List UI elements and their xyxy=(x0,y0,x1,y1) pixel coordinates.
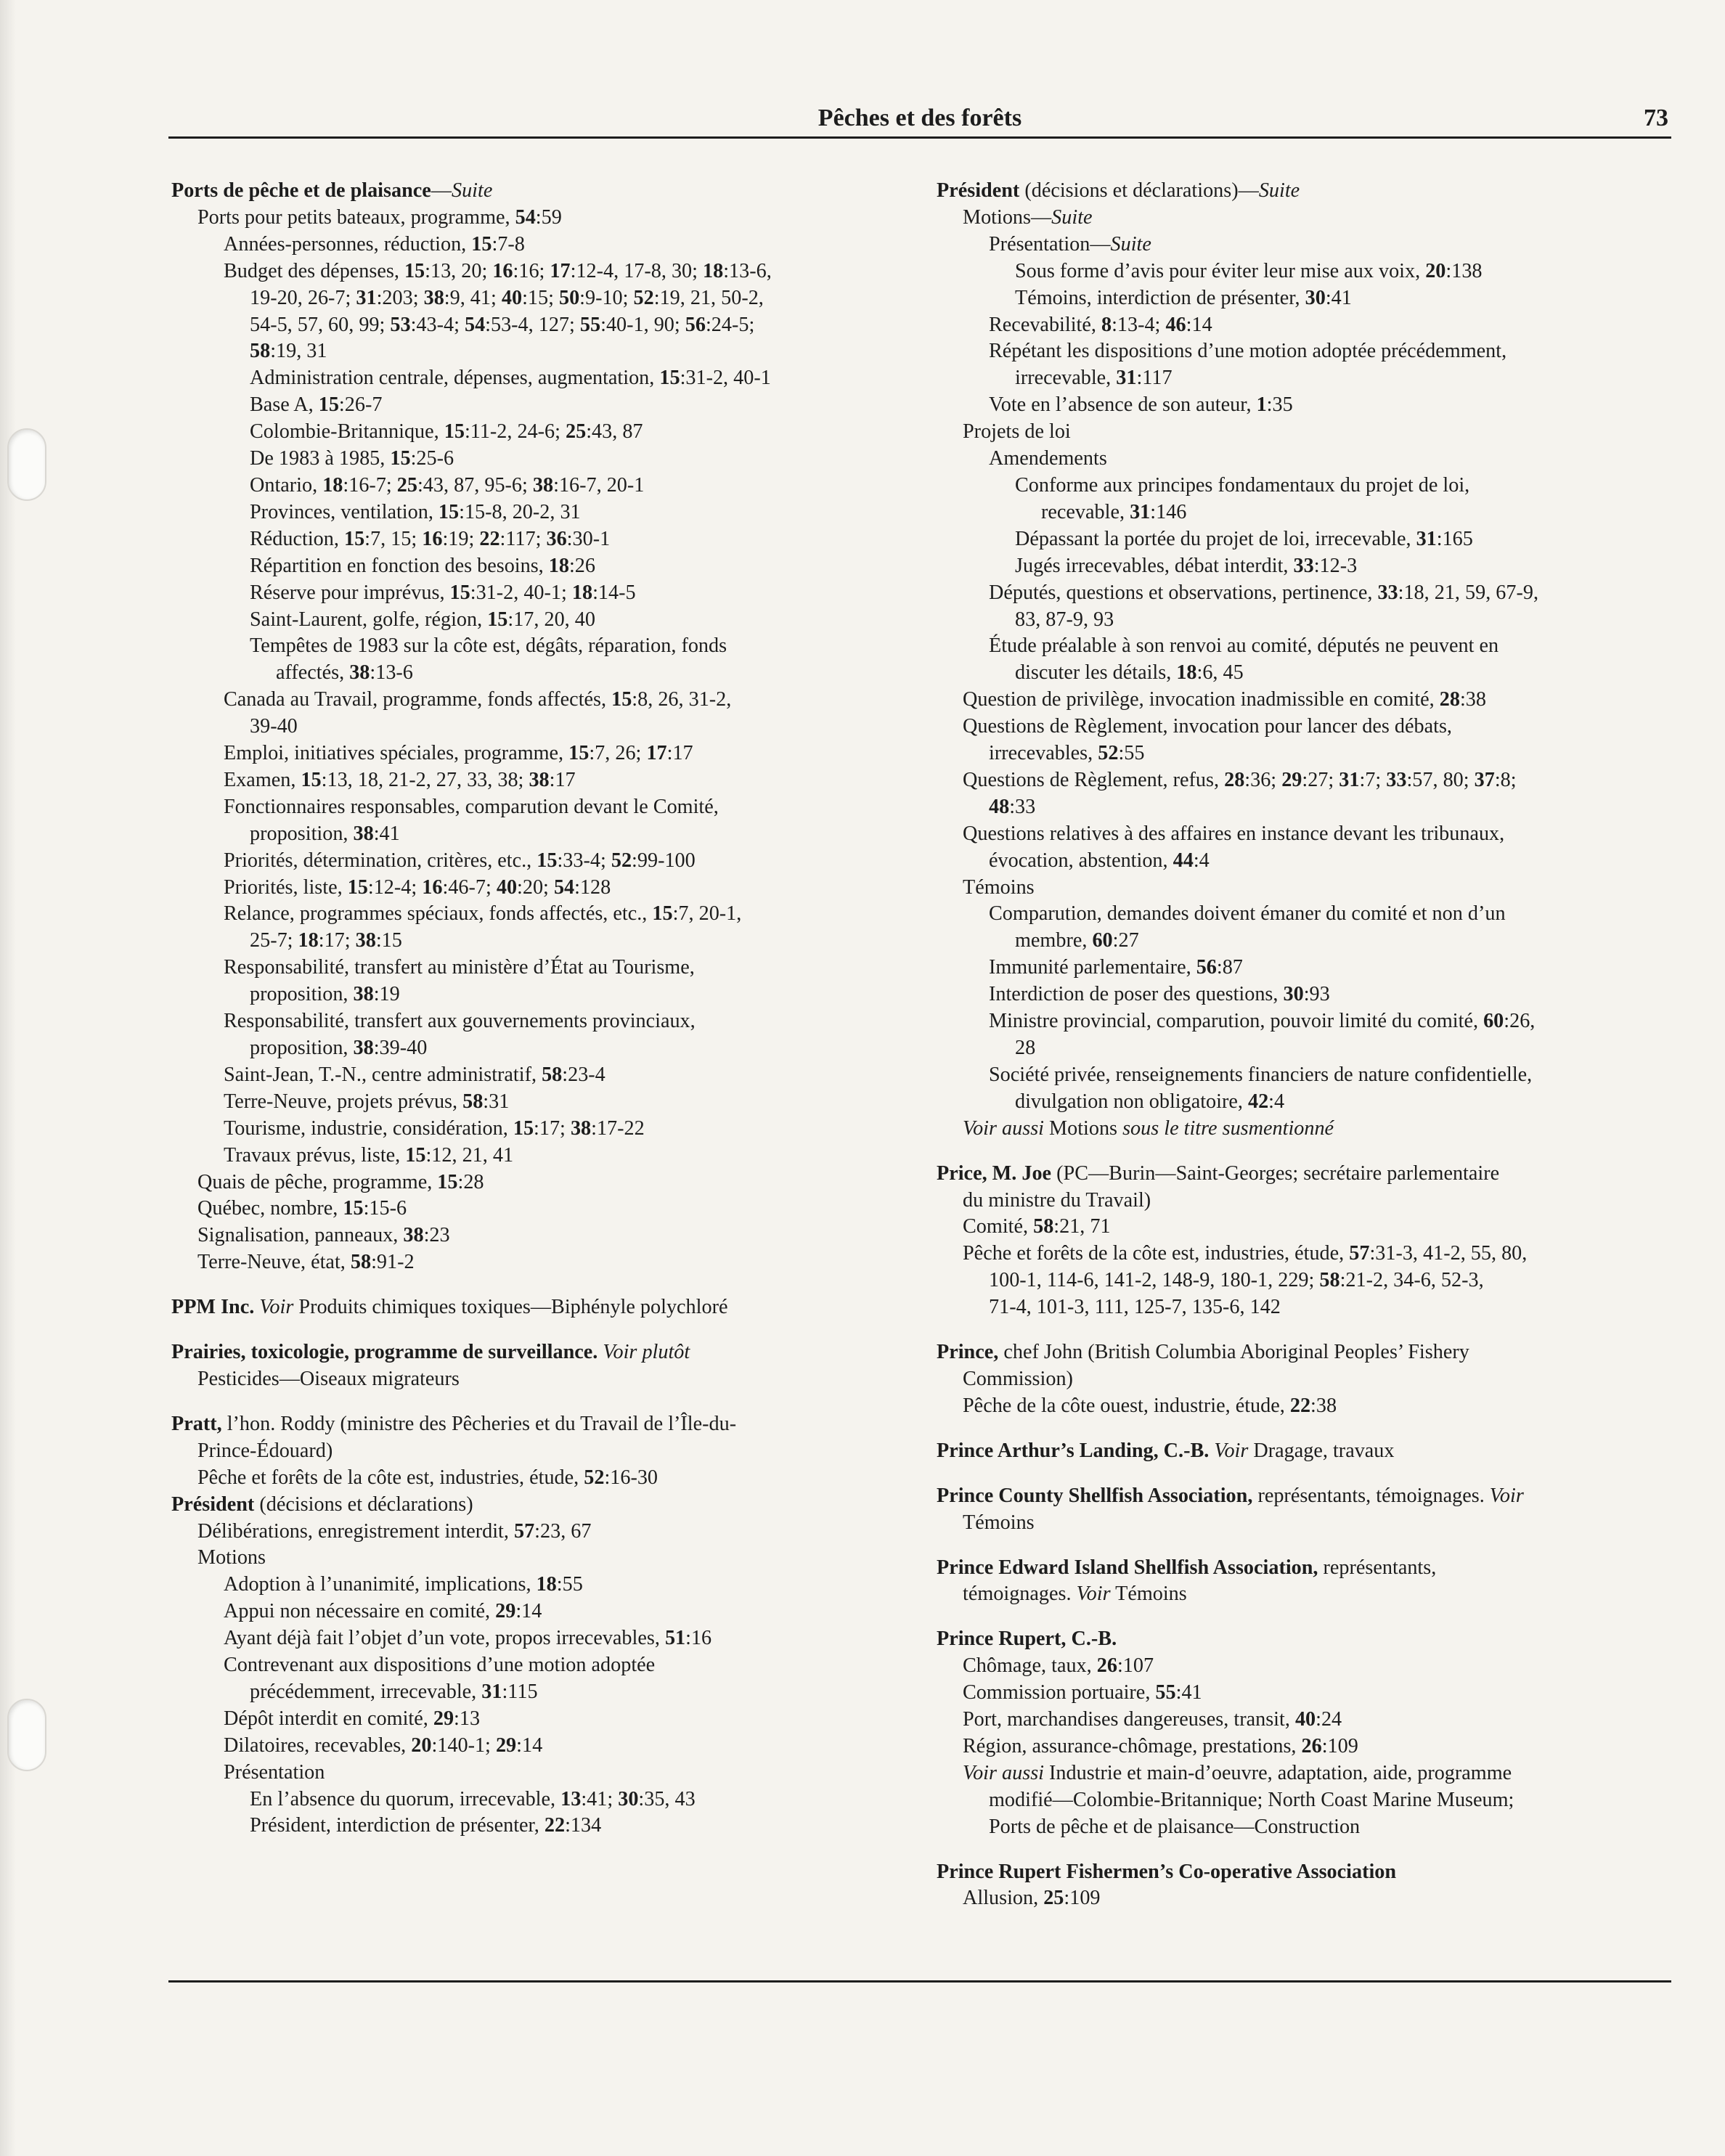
index-line: divulgation non obligatoire, 42:4 xyxy=(1015,1090,1285,1113)
index-line: Pêche de la côte ouest, industrie, étude, 22:38 xyxy=(963,1394,1337,1417)
index-column-left xyxy=(171,178,897,1839)
index-line: Voir aussi Motions sous le titre susmentionné xyxy=(963,1116,1334,1140)
index-line: Quais de pêche, programme, 15:28 xyxy=(197,1170,484,1193)
index-line: Prince Rupert, C.-B. xyxy=(937,1628,1117,1651)
index-line: 71-4, 101-3, 111, 125-7, 135-6, 142 xyxy=(989,1296,1281,1319)
index-line: Dépôt interdit en comité, 29:13 xyxy=(224,1707,481,1730)
index-line: Canada au Travail, programme, fonds affectés, 15:8, 26, 31-2, xyxy=(224,688,732,711)
index-line: Pêche et forêts de la côte est, industries, étude, 57:31-3, 41-2, 55, 80, xyxy=(963,1242,1528,1265)
index-line: Administration centrale, dépenses, augmentation, 15:31-2, 40-1 xyxy=(250,367,771,390)
index-line: Prince Arthur’s Landing, C.-B. Voir Dragage, travaux xyxy=(937,1439,1395,1462)
index-line: Questions relatives à des affaires en instance devant les tribunaux, xyxy=(963,822,1505,845)
index-line: Ports de pêche et de plaisance—Suite xyxy=(171,179,493,202)
index-line: Témoins xyxy=(963,875,1035,899)
index-line: 39-40 xyxy=(250,715,298,738)
index-line: Pratt, l’hon. Roddy (ministre des Pêcheries et du Travail de l’Île-du- xyxy=(171,1412,737,1435)
page-header xyxy=(168,102,1671,139)
index-line: Emploi, initiatives spéciales, programme, 15:7, 26; 17:17 xyxy=(224,742,693,765)
index-line: Témoins, interdiction de présenter, 30:41 xyxy=(1015,286,1352,309)
index-line: Prince County Shellfish Association, représentants, témoignages. Voir xyxy=(937,1484,1524,1507)
index-line: Projets de loi xyxy=(963,420,1071,444)
index-line: Allusion, 25:109 xyxy=(963,1887,1101,1910)
index-line: Base A, 15:26-7 xyxy=(250,393,383,417)
index-line: Région, assurance-chômage, prestations, 26:109 xyxy=(963,1734,1358,1757)
index-line: Colombie-Britannique, 15:11-2, 24-6; 25:43, 87 xyxy=(250,420,643,444)
index-line: Ports de pêche et de plaisance—Construction xyxy=(989,1815,1361,1838)
index-line: Provinces, ventilation, 15:15-8, 20-2, 31 xyxy=(250,500,581,523)
index-column-right xyxy=(937,178,1670,1912)
index-line: Président (décisions et déclarations) xyxy=(171,1493,473,1516)
index-line: Québec, nombre, 15:15-6 xyxy=(197,1197,407,1220)
index-line: Délibérations, enregistrement interdit, 57:23, 67 xyxy=(197,1519,592,1543)
index-line: Réduction, 15:7, 15; 16:19; 22:117; 36:30-1 xyxy=(250,527,611,550)
index-line: proposition, 38:41 xyxy=(250,822,400,845)
index-line: modifié—Colombie-Britannique; North Coast Marine Museum; xyxy=(989,1788,1514,1811)
index-line: témoignages. Voir Témoins xyxy=(963,1583,1187,1606)
running-title: Pêches et des forêts xyxy=(817,105,1022,131)
index-line: 25-7; 18:17; 38:15 xyxy=(250,929,402,952)
index-line: Responsabilité, transfert aux gouvernements provinciaux, xyxy=(224,1010,696,1033)
index-line: membre, 60:27 xyxy=(1015,929,1139,952)
index-line: Années-personnes, réduction, 15:7-8 xyxy=(224,232,525,256)
index-line: Terre-Neuve, projets prévus, 58:31 xyxy=(224,1090,510,1113)
index-line: Appui non nécessaire en comité, 29:14 xyxy=(224,1600,542,1623)
index-line: Ayant déjà fait l’objet d’un vote, propos irrecevables, 51:16 xyxy=(224,1627,712,1650)
index-line: Prince, chef John (British Columbia Aboriginal Peoples’ Fishery xyxy=(937,1341,1469,1364)
footer-rule xyxy=(168,1980,1671,1983)
index-line: En l’absence du quorum, irrecevable, 13:41; 30:35, 43 xyxy=(250,1787,696,1810)
index-line: affectés, 38:13-6 xyxy=(276,661,413,685)
index-line: Réserve pour imprévus, 15:31-2, 40-1; 18:14-5 xyxy=(250,581,636,604)
index-line: 83, 87-9, 93 xyxy=(1015,608,1114,631)
index-line: Port, marchandises dangereuses, transit, 40:24 xyxy=(963,1708,1342,1731)
index-line: Conforme aux principes fondamentaux du projet de loi, xyxy=(1015,473,1470,497)
index-line: Comité, 58:21, 71 xyxy=(963,1215,1111,1238)
index-line: Dilatoires, recevables, 20:140-1; 29:14 xyxy=(224,1734,543,1757)
index-line: Présentation—Suite xyxy=(989,232,1151,256)
index-line: Contrevenant aux dispositions d’une motion adoptée xyxy=(224,1654,656,1677)
index-line: Pesticides—Oiseaux migrateurs xyxy=(197,1367,460,1390)
index-line: 100-1, 114-6, 141-2, 148-9, 180-1, 229; 58:21-2, 34-6, 52-3, xyxy=(989,1269,1484,1292)
index-line: Répartition en fonction des besoins, 18:26 xyxy=(250,554,595,577)
index-line: recevable, 31:146 xyxy=(1041,500,1187,523)
index-line: Saint-Laurent, golfe, région, 15:17, 20, 40 xyxy=(250,608,595,631)
index-line: proposition, 38:19 xyxy=(250,983,400,1006)
index-line: Président (décisions et déclarations)—Suite xyxy=(937,179,1300,202)
index-line: Tourisme, industrie, considération, 15:17; 38:17-22 xyxy=(224,1116,645,1140)
index-line: Société privée, renseignements financiers de nature confidentielle, xyxy=(989,1063,1533,1086)
binder-hole-lower xyxy=(7,1699,46,1771)
index-line: PPM Inc. Voir Produits chimiques toxiques—Biphényle polychloré xyxy=(171,1296,728,1319)
index-line: Pêche et forêts de la côte est, industries, étude, 52:16-30 xyxy=(197,1466,658,1489)
index-line: Terre-Neuve, état, 58:91-2 xyxy=(197,1251,415,1274)
index-line: irrecevable, 31:117 xyxy=(1015,367,1173,390)
index-line: Question de privilège, invocation inadmissible en comité, 28:38 xyxy=(963,688,1486,711)
index-line: Présentation xyxy=(224,1760,325,1784)
index-line: Examen, 15:13, 18, 21-2, 27, 33, 38; 38:17 xyxy=(224,768,576,791)
index-line: Vote en l’absence de son auteur, 1:35 xyxy=(989,393,1293,417)
index-line: irrecevables, 52:55 xyxy=(989,742,1145,765)
index-line: du ministre du Travail) xyxy=(963,1188,1151,1212)
index-line: Prince-Édouard) xyxy=(197,1439,333,1462)
page-number: 73 xyxy=(1644,105,1668,131)
index-line: Amendements xyxy=(989,447,1107,470)
index-line: Députés, questions et observations, pertinence, 33:18, 21, 59, 67-9, xyxy=(989,581,1539,604)
page-edge xyxy=(0,0,16,2156)
index-line: discuter les détails, 18:6, 45 xyxy=(1015,661,1244,685)
index-line: Commission) xyxy=(963,1367,1073,1390)
index-line: Budget des dépenses, 15:13, 20; 16:16; 17:12-4, 17-8, 30; 18:13-6, xyxy=(224,259,772,282)
index-line: 54-5, 57, 60, 99; 53:43-4; 54:53-4, 127; 55:40-1, 90; 56:24-5; xyxy=(250,313,755,336)
index-line: précédemment, irrecevable, 31:115 xyxy=(250,1680,538,1703)
binder-hole-upper xyxy=(7,428,46,501)
index-line: Commission portuaire, 55:41 xyxy=(963,1681,1202,1704)
index-line: Prairies, toxicologie, programme de surveillance. Voir plutôt xyxy=(171,1341,690,1364)
index-line: Priorités, liste, 15:12-4; 16:46-7; 40:20; 54:128 xyxy=(224,875,611,899)
index-line: Adoption à l’unanimité, implications, 18:55 xyxy=(224,1573,583,1596)
index-line: Étude préalable à son renvoi au comité, députés ne peuvent en xyxy=(989,634,1499,658)
index-line: Questions de Règlement, refus, 28:36; 29:27; 31:7; 33:57, 80; 37:8; xyxy=(963,768,1517,791)
index-line: Prince Edward Island Shellfish Association, représentants, xyxy=(937,1556,1437,1579)
index-line: Immunité parlementaire, 56:87 xyxy=(989,956,1243,979)
index-line: Répétant les dispositions d’une motion adoptée précédemment, xyxy=(989,340,1507,363)
index-line: Relance, programmes spéciaux, fonds affectés, etc., 15:7, 20-1, xyxy=(224,902,742,926)
index-line: Ports pour petits bateaux, programme, 54:59 xyxy=(197,205,562,229)
index-line: Responsabilité, transfert au ministère d’État au Tourisme, xyxy=(224,956,695,979)
index-line: Fonctionnaires responsables, comparution devant le Comité, xyxy=(224,795,719,818)
index-line: Comparution, demandes doivent émaner du comité et non d’un xyxy=(989,902,1506,926)
index-line: Motions xyxy=(197,1546,266,1569)
index-line: De 1983 à 1985, 15:25-6 xyxy=(250,447,454,470)
index-line: Dépassant la portée du projet de loi, irrecevable, 31:165 xyxy=(1015,527,1473,550)
index-line: Price, M. Joe (PC—Burin—Saint-Georges; secrétaire parlementaire xyxy=(937,1161,1500,1185)
index-line: Travaux prévus, liste, 15:12, 21, 41 xyxy=(224,1143,514,1167)
index-line: Priorités, détermination, critères, etc., 15:33-4; 52:99-100 xyxy=(224,849,696,872)
index-line: Recevabilité, 8:13-4; 46:14 xyxy=(989,313,1212,336)
index-line: Prince Rupert Fishermen’s Co-operative Association xyxy=(937,1860,1397,1883)
index-line: 58:19, 31 xyxy=(250,340,327,363)
index-line: 28 xyxy=(1015,1037,1036,1059)
index-line: Signalisation, panneaux, 38:23 xyxy=(197,1224,450,1247)
index-line: Interdiction de poser des questions, 30:93 xyxy=(989,983,1330,1006)
index-line: Questions de Règlement, invocation pour lancer des débats, xyxy=(963,715,1452,738)
index-line: Témoins xyxy=(963,1511,1035,1534)
index-line: Saint-Jean, T.-N., centre administratif, 58:23-4 xyxy=(224,1063,605,1086)
index-line: 48:33 xyxy=(989,795,1036,818)
index-line: Tempêtes de 1983 sur la côte est, dégâts, réparation, fonds xyxy=(250,634,727,658)
index-line: Motions—Suite xyxy=(963,205,1093,229)
index-line: Sous forme d’avis pour éviter leur mise aux voix, 20:138 xyxy=(1015,259,1483,282)
index-line: Ontario, 18:16-7; 25:43, 87, 95-6; 38:16-7, 20-1 xyxy=(250,473,645,497)
index-line: Jugés irrecevables, débat interdit, 33:12-3 xyxy=(1015,554,1358,577)
index-line: proposition, 38:39-40 xyxy=(250,1037,428,1059)
index-line: évocation, abstention, 44:4 xyxy=(989,849,1210,872)
index-line: 19-20, 26-7; 31:203; 38:9, 41; 40:15; 50:9-10; 52:19, 21, 50-2, xyxy=(250,286,764,309)
index-line: Chômage, taux, 26:107 xyxy=(963,1654,1154,1678)
index-line: Président, interdiction de présenter, 22:134 xyxy=(250,1814,602,1837)
index-line: Voir aussi Industrie et main-d’oeuvre, adaptation, aide, programme xyxy=(963,1761,1512,1784)
index-line: Ministre provincial, comparution, pouvoir limité du comité, 60:26, xyxy=(989,1010,1536,1033)
